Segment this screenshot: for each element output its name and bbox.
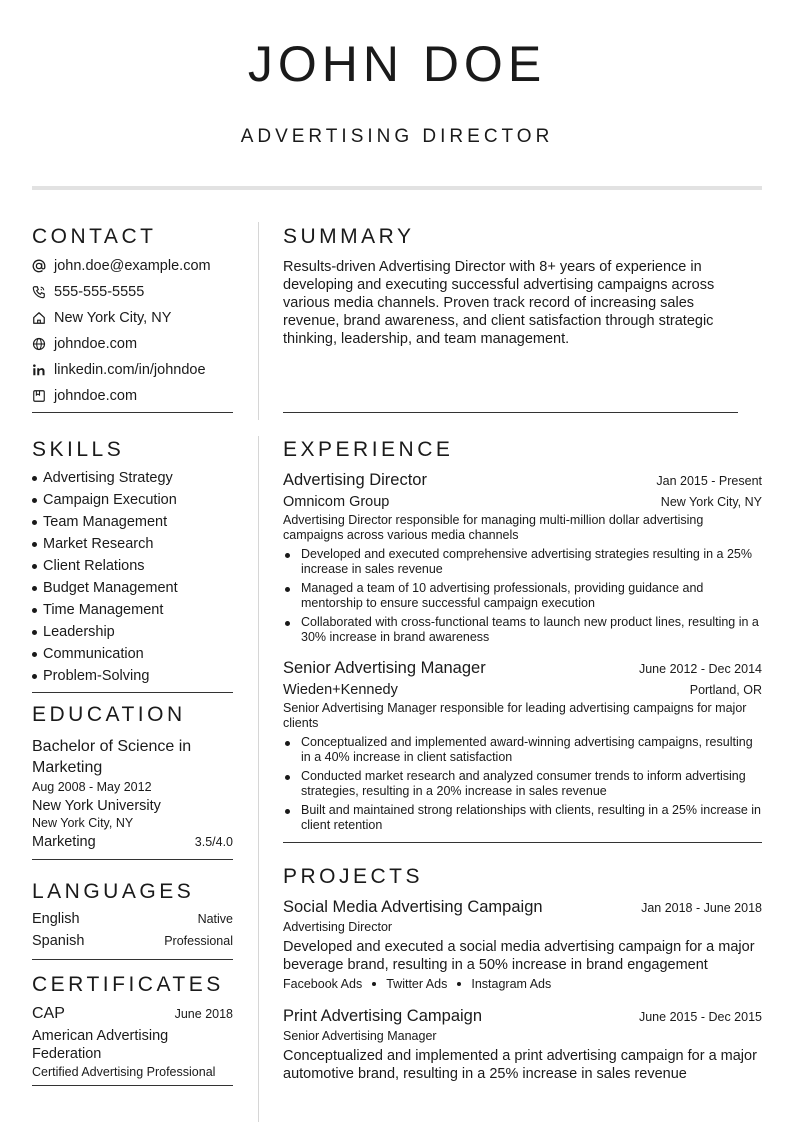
- contact-phone-text: 555-555-5555: [54, 284, 145, 300]
- skill-item: [32, 577, 233, 599]
- separator-dot-icon: [457, 982, 461, 986]
- job-dates: Jan 2015 - Present: [656, 474, 762, 488]
- certificate-full-name: Certified Advertising Professional: [32, 1065, 216, 1079]
- bullet-icon: [285, 809, 290, 814]
- bullet-icon: [285, 587, 290, 592]
- project-description: Developed and executed a social media advertising campaign for a major beverage brand, resulting in a 50% increase in brand engagement: [283, 939, 755, 973]
- language-level: Professional: [164, 934, 233, 948]
- globe-icon: [32, 337, 46, 351]
- skill-label: Problem-Solving: [43, 668, 150, 684]
- resume-name: JOHN DOE: [247, 36, 547, 92]
- education-field: Marketing: [32, 834, 96, 850]
- contact-location-text: New York City, NY: [54, 310, 172, 326]
- skill-label: Time Management: [43, 602, 164, 618]
- education-dates: Aug 2008 - May 2012: [32, 780, 152, 794]
- bullet-icon: [32, 674, 37, 679]
- certificate-issuer: American Advertising Federation: [32, 1028, 169, 1062]
- bullet-icon: [32, 542, 37, 547]
- contact-website-text: johndoe.com: [54, 336, 138, 352]
- job-entry: [283, 471, 762, 645]
- skill-item: [32, 665, 233, 687]
- contact-section: [32, 224, 233, 413]
- bullet-icon: [32, 564, 37, 569]
- skill-item: [32, 555, 233, 577]
- job-description: Advertising Director responsible for managing multi-million dollar advertising campaigns across various media channels: [283, 513, 704, 542]
- column-divider-top: [258, 222, 259, 420]
- job-company: Omnicom Group: [283, 494, 390, 510]
- job-location: New York City, NY: [660, 495, 762, 509]
- job-location: Portland, OR: [689, 683, 762, 697]
- project-title: Social Media Advertising Campaign: [283, 898, 543, 916]
- certificates-title: CERTIFICATES: [32, 973, 224, 996]
- education-school: New York University: [32, 798, 161, 814]
- contact-website[interactable]: [32, 331, 233, 357]
- project-entry: [283, 1007, 762, 1083]
- bullet-icon: [32, 498, 37, 503]
- contact-divider: [32, 412, 233, 413]
- languages-section: [32, 879, 233, 960]
- skill-label: Leadership: [43, 624, 115, 640]
- skills-list: [32, 467, 233, 687]
- skill-item: [32, 511, 233, 533]
- skill-item: [32, 467, 233, 489]
- bullet-icon: [32, 652, 37, 657]
- skill-item: [32, 621, 233, 643]
- project-tag: Facebook Ads: [283, 977, 363, 991]
- phone-icon: [32, 285, 46, 299]
- bullet-icon: [285, 775, 290, 780]
- project-role: Senior Advertising Manager: [283, 1029, 437, 1043]
- project-description: Conceptualized and implemented a print advertising campaign for a major automotive brand, resulting in a 25% increase in sales revenue: [283, 1048, 757, 1082]
- skill-item: [32, 643, 233, 665]
- contact-portfolio-text: johndoe.com: [54, 388, 138, 404]
- job-bullet-text: Developed and executed comprehensive advertising strategies resulting in a 25% increase in sales revenue: [301, 547, 752, 576]
- project-dates: June 2015 - Dec 2015: [638, 1010, 762, 1024]
- contact-linkedin[interactable]: [32, 357, 233, 383]
- project-entry: [283, 898, 762, 991]
- experience-section: [283, 437, 762, 843]
- job-title: Senior Advertising Manager: [283, 659, 486, 677]
- job-bullet-text: Conducted market research and analyzed consumer trends to inform advertising strategies, resulting in a 20% increase in sales revenue: [301, 769, 746, 798]
- certificate-date: June 2018: [174, 1007, 233, 1021]
- certificate-name: CAP: [32, 1005, 65, 1022]
- bullet-icon: [32, 476, 37, 481]
- language-name: English: [32, 911, 80, 927]
- bullet-icon: [285, 621, 290, 626]
- language-name: Spanish: [32, 933, 85, 949]
- job-bullet: [283, 547, 762, 577]
- skill-item: [32, 599, 233, 621]
- skill-label: Advertising Strategy: [43, 470, 173, 486]
- contact-title: CONTACT: [32, 225, 157, 248]
- summary-title: SUMMARY: [283, 225, 415, 248]
- contact-linkedin-text: linkedin.com/in/johndoe: [54, 362, 206, 378]
- certificates-divider: [32, 1085, 233, 1086]
- skill-label: Campaign Execution: [43, 492, 177, 508]
- project-tag: Instagram Ads: [471, 977, 552, 991]
- job-bullet: [283, 769, 762, 799]
- skills-section: [32, 437, 233, 693]
- job-description: Senior Advertising Manager responsible for leading advertising campaigns for major clients: [283, 701, 747, 730]
- header-divider: [32, 186, 762, 190]
- languages-divider: [32, 959, 233, 960]
- education-divider: [32, 859, 233, 860]
- job-bullet: [283, 581, 762, 611]
- job-title: Advertising Director: [283, 471, 427, 489]
- skills-title: SKILLS: [32, 438, 125, 461]
- bullet-icon: [285, 741, 290, 746]
- bookmark-icon: [32, 389, 46, 403]
- certificates-section: [32, 972, 233, 1086]
- experience-divider: [283, 842, 762, 843]
- at-icon: [32, 259, 46, 273]
- project-role: Advertising Director: [283, 920, 393, 934]
- contact-portfolio[interactable]: [32, 383, 233, 409]
- skills-divider: [32, 692, 233, 693]
- skill-label: Market Research: [43, 536, 154, 552]
- job-bullet-text: Managed a team of 10 advertising professionals, providing guidance and mentorship to ensure successful campaign execution: [301, 581, 704, 610]
- resume-role: ADVERTISING DIRECTOR: [240, 126, 554, 147]
- contact-phone[interactable]: [32, 279, 233, 305]
- education-location: New York City, NY: [32, 816, 134, 830]
- summary-divider: [283, 412, 738, 413]
- summary-text: Results-driven Advertising Director with 8+ years of experience in developing and executing successful advertising campaigns across various media channels. Proven track record of increasing sales revenue, brand awareness, and client satisfaction through strategic thinking, leadership, and team management.: [283, 259, 715, 347]
- skill-item: [32, 533, 233, 555]
- project-dates: Jan 2018 - June 2018: [641, 901, 762, 915]
- separator-dot-icon: [372, 982, 376, 986]
- education-gpa: 3.5/4.0: [194, 835, 233, 849]
- skill-label: Client Relations: [43, 558, 145, 574]
- bullet-icon: [32, 630, 37, 635]
- bullet-icon: [285, 553, 290, 558]
- job-company: Wieden+Kennedy: [283, 682, 398, 698]
- education-degree: Bachelor of Science in Marketing: [32, 738, 192, 776]
- bullet-icon: [32, 586, 37, 591]
- language-item: [32, 911, 233, 933]
- job-bullet-text: Built and maintained strong relationships with clients, resulting in a 25% increase in client retention: [301, 803, 761, 832]
- contact-location: [32, 305, 233, 331]
- job-entry: [283, 659, 762, 833]
- language-level: Native: [197, 912, 233, 926]
- home-icon: [32, 311, 46, 325]
- language-item: [32, 933, 233, 955]
- bullet-icon: [32, 608, 37, 613]
- job-bullet-text: Conceptualized and implemented award-winning advertising campaigns, resulting in a 40% increase in client satisfaction: [301, 735, 753, 764]
- skill-label: Budget Management: [43, 580, 178, 596]
- job-bullet: [283, 615, 762, 645]
- contact-email[interactable]: [32, 253, 233, 279]
- summary-section: [283, 224, 762, 413]
- projects-title: PROJECTS: [283, 865, 424, 888]
- bullet-icon: [32, 520, 37, 525]
- education-section: [32, 702, 233, 860]
- projects-section: [283, 864, 762, 1083]
- contact-email-text: john.doe@example.com: [54, 258, 211, 274]
- job-bullet: [283, 735, 762, 765]
- column-divider-bottom: [258, 436, 259, 1122]
- project-tags: [283, 977, 762, 991]
- job-bullet: [283, 803, 762, 833]
- project-title: Print Advertising Campaign: [283, 1007, 483, 1025]
- skill-item: [32, 489, 233, 511]
- skill-label: Team Management: [43, 514, 168, 530]
- languages-title: LANGUAGES: [32, 880, 195, 903]
- project-tag: Twitter Ads: [386, 977, 448, 991]
- linkedin-icon: [32, 363, 46, 377]
- education-title: EDUCATION: [32, 703, 186, 726]
- job-bullet-text: Collaborated with cross-functional teams to launch new product lines, resulting in a 30% increase in brand awareness: [301, 615, 759, 644]
- skill-label: Communication: [43, 646, 144, 662]
- experience-title: EXPERIENCE: [283, 438, 454, 461]
- job-dates: June 2012 - Dec 2014: [638, 662, 762, 676]
